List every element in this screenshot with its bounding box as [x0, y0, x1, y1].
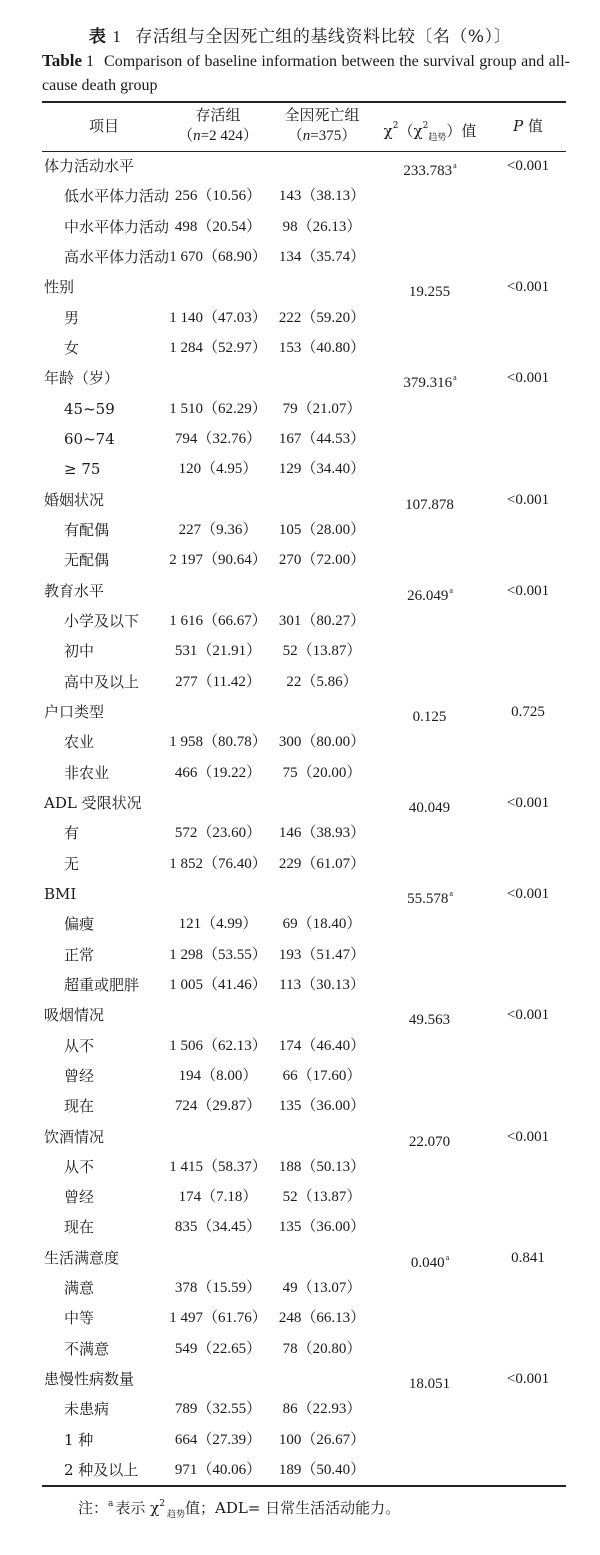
row-label: 从不 — [64, 1036, 95, 1055]
death-cell: 153（40.80） — [278, 339, 366, 356]
row-label: 满意 — [64, 1279, 95, 1298]
row-label: 小学及以下 — [64, 611, 140, 630]
death-cell: 49（13.07） — [282, 1280, 362, 1297]
row-label: 不满意 — [64, 1339, 110, 1358]
bottom-rule — [42, 1485, 566, 1487]
table-footnote — [78, 1491, 400, 1528]
header-chi-trend-sup: 2 — [422, 121, 429, 131]
death-cell: 66（17.60） — [282, 1067, 362, 1084]
death-cell: 52（13.87） — [282, 643, 362, 660]
note-chi-sup: 2 — [159, 1499, 165, 1509]
death-cell: 167（44.53） — [278, 430, 366, 447]
survival-cell: 121（4.99） — [178, 916, 258, 933]
p-value-cell: <0.001 — [506, 158, 550, 174]
table-row — [42, 1455, 566, 1485]
row-label: 初中 — [64, 642, 95, 661]
death-cell: 78（20.80） — [282, 1340, 362, 1357]
table-group-row — [42, 697, 566, 727]
death-cell: 143（38.13） — [278, 188, 366, 205]
row-label: 高水平体力活动 — [64, 247, 170, 266]
death-cell: 52（13.87） — [282, 1189, 362, 1206]
header-death-name: 全因死亡组 — [284, 106, 360, 124]
header-chi-suffix: ）值 — [446, 122, 477, 140]
header-item-label: 项目 — [88, 117, 119, 135]
table-row — [42, 727, 566, 757]
row-label: 现在 — [64, 1218, 95, 1237]
row-label: 偏瘦 — [64, 915, 95, 934]
row-label: 年龄（岁） — [44, 369, 120, 388]
death-cell: 134（35.74） — [278, 248, 366, 265]
row-label: 未患病 — [64, 1400, 110, 1419]
row-label: 患慢性病数量 — [44, 1370, 135, 1389]
header-survival-n-open: （ — [178, 128, 194, 144]
table-group-row — [42, 1243, 566, 1273]
trend-test-mark: a — [453, 161, 457, 170]
header-death-n-open: （ — [287, 128, 303, 144]
table-row — [42, 849, 566, 879]
death-cell: 86（22.93） — [282, 1401, 362, 1418]
header-death-n-var: n — [302, 128, 311, 144]
chi-square-value: 107.878 — [405, 496, 454, 513]
chi-square-value: 379.316 — [403, 375, 453, 392]
table-row — [42, 1152, 566, 1182]
table-row — [42, 636, 566, 666]
header-death-n — [270, 126, 374, 147]
table-row — [42, 758, 566, 788]
trend-test-mark: a — [449, 888, 453, 898]
note-prefix: 注： — [78, 1499, 109, 1517]
table-title-cn — [0, 22, 600, 47]
death-cell: 129（34.40） — [278, 461, 366, 478]
table-row — [42, 454, 566, 484]
chi-square-value: 0.125 — [412, 708, 447, 725]
death-cell: 69（18.40） — [282, 916, 362, 933]
row-label: 曾经 — [64, 1066, 95, 1085]
row-label: ADL 受限状况 — [44, 793, 142, 812]
survival-cell: 498（20.54） — [174, 218, 262, 235]
row-label: 2 种及以上 — [64, 1461, 139, 1480]
row-label: ≥ 75 — [64, 460, 101, 479]
table-row — [42, 1334, 566, 1364]
survival-cell: 174（7.18） — [178, 1189, 258, 1206]
row-label: 婚姻状况 — [44, 490, 105, 509]
survival-cell: 1 005（41.46） — [169, 976, 267, 993]
table-group-row — [42, 879, 566, 909]
header-survival-name: 存活组 — [195, 106, 241, 124]
table-row — [42, 212, 566, 242]
table-body — [42, 151, 566, 1485]
row-label: 45~59 — [64, 399, 115, 418]
chi-square-value: 55.578 — [407, 890, 449, 907]
row-label: 现在 — [64, 1097, 95, 1116]
survival-cell: 194（8.00） — [178, 1067, 258, 1084]
death-cell: 98（26.13） — [282, 218, 362, 235]
table-row — [42, 1212, 566, 1242]
row-label: 性别 — [44, 278, 75, 297]
row-label: 非农业 — [64, 763, 110, 782]
note-sup-mark: a — [108, 1499, 114, 1509]
chi-square-value: 0.040 — [410, 1254, 445, 1271]
row-label: 曾经 — [64, 1188, 95, 1207]
survival-cell: 789（32.55） — [174, 1401, 262, 1418]
row-label: 60~74 — [64, 429, 115, 448]
survival-cell: 1 140（47.03） — [169, 309, 267, 326]
row-label: 生活满意度 — [44, 1248, 120, 1267]
death-cell: 135（36.00） — [278, 1098, 366, 1115]
survival-cell: 1 415（58.37） — [169, 1158, 267, 1175]
header-chi-square — [370, 116, 490, 149]
top-rule — [42, 101, 566, 103]
row-label: 体力活动水平 — [44, 157, 135, 175]
table-group-row — [42, 151, 566, 181]
table-row — [42, 940, 566, 970]
survival-cell: 1 852（76.40） — [169, 855, 267, 872]
table-title-en — [42, 49, 570, 98]
p-value-cell: <0.001 — [506, 582, 550, 599]
table-group-row — [42, 1000, 566, 1030]
death-cell: 113（30.13） — [279, 976, 365, 993]
chi-square-value: 26.049 — [407, 587, 449, 604]
header-death-group — [270, 105, 374, 147]
trend-test-mark: a — [445, 1252, 450, 1262]
p-value-cell: <0.001 — [506, 370, 550, 387]
survival-cell: 1 510（62.29） — [169, 400, 267, 417]
header-p-suffix: 值 — [523, 117, 543, 135]
table-row — [42, 515, 566, 545]
survival-cell: 1 506（62.13） — [169, 1037, 267, 1054]
survival-cell: 531（21.91） — [174, 643, 262, 660]
survival-cell: 277（11.42） — [175, 673, 261, 690]
row-label: 农业 — [64, 733, 95, 752]
table-label-cn: 表 — [88, 27, 107, 47]
trend-test-mark: a — [453, 373, 457, 383]
death-cell: 79（21.07） — [282, 400, 362, 417]
table-row — [42, 242, 566, 272]
table-row — [42, 181, 566, 211]
table-row — [42, 667, 566, 697]
table-row — [42, 1061, 566, 1091]
chi-square-value: 40.049 — [408, 799, 451, 816]
p-value-cell: <0.001 — [506, 794, 550, 811]
row-label: 中等 — [64, 1309, 95, 1328]
table-group-row — [42, 1122, 566, 1152]
table-row — [42, 909, 566, 939]
chi-square-value: 49.563 — [408, 1012, 451, 1029]
table-label-en: Table — [42, 51, 83, 70]
row-label: 男 — [64, 308, 80, 327]
chi-square-value: 233.783 — [403, 163, 453, 179]
row-label: 低水平体力活动 — [64, 187, 170, 206]
header-chi-symbol: χ — [383, 122, 393, 140]
table-title-cn-text: 存活组与全因死亡组的基线资料比较〔名（%）〕 — [135, 27, 512, 47]
row-label: 饮酒情况 — [44, 1127, 105, 1146]
survival-cell: 724（29.87） — [174, 1098, 262, 1115]
survival-cell: 1 298（53.55） — [169, 946, 267, 963]
survival-cell: 1 284（52.97） — [169, 339, 267, 356]
header-survival-n-var: n — [193, 128, 201, 144]
row-label: 教育水平 — [44, 581, 105, 600]
table-group-row — [42, 272, 566, 302]
row-label: 无配偶 — [64, 551, 110, 570]
table-row — [42, 1303, 566, 1333]
row-label: 无 — [64, 854, 80, 873]
table-row — [42, 1273, 566, 1303]
survival-cell: 971（40.06） — [174, 1462, 262, 1479]
survival-cell: 256（10.56） — [174, 188, 262, 205]
death-cell: 100（26.67） — [278, 1431, 366, 1448]
row-label: 1 种 — [64, 1430, 94, 1449]
survival-cell: 794（32.76） — [174, 430, 262, 447]
survival-cell: 2 197（90.64） — [169, 552, 267, 569]
table-group-row — [42, 1364, 566, 1394]
table-row — [42, 1394, 566, 1424]
table-number-cn: 1 — [112, 27, 122, 46]
death-cell: 174（46.40） — [278, 1037, 366, 1054]
note-text-1: 表示 χ — [115, 1499, 160, 1517]
row-label: 户口类型 — [44, 702, 105, 721]
survival-cell: 549（22.65） — [174, 1340, 262, 1357]
survival-cell: 227（9.36） — [178, 521, 258, 538]
table-group-row — [42, 363, 566, 393]
death-cell: 146（38.93） — [278, 825, 366, 842]
table-row — [42, 1182, 566, 1212]
note-text-2: 值；ADL= 日常生活活动能力。 — [185, 1499, 401, 1517]
row-label: 正常 — [64, 945, 95, 964]
table-group-row — [42, 788, 566, 818]
table-row — [42, 970, 566, 1000]
survival-cell: 120（4.95） — [178, 461, 258, 478]
header-chi-trend-sub: 趋势 — [428, 133, 447, 143]
survival-cell: 378（15.59） — [174, 1280, 262, 1297]
p-value-cell: 0.725 — [511, 703, 545, 720]
death-cell: 188（50.13） — [278, 1158, 366, 1175]
header-death-n-value: =375） — [310, 128, 357, 144]
header-chi-trend-symbol: （χ — [398, 122, 423, 140]
survival-cell: 1 670（68.90） — [169, 248, 267, 265]
chi-square-value: 19.255 — [408, 284, 451, 301]
table-group-row — [42, 485, 566, 515]
row-label: 女 — [64, 338, 80, 357]
survival-cell: 466（19.22） — [174, 764, 262, 781]
death-cell: 22（5.86） — [286, 673, 358, 690]
death-cell: 248（66.13） — [278, 1310, 366, 1327]
table-row — [42, 1425, 566, 1455]
row-label: 从不 — [64, 1157, 95, 1176]
table-row — [42, 394, 566, 424]
header-survival-n-value: =2 424） — [200, 128, 258, 144]
table-row — [42, 818, 566, 848]
header-chi-sup: 2 — [392, 121, 399, 131]
death-cell: 301（80.27） — [278, 612, 366, 629]
survival-cell: 572（23.60） — [174, 825, 262, 842]
table-row — [42, 333, 566, 363]
death-cell: 300（80.00） — [278, 734, 366, 751]
table-row — [42, 1091, 566, 1121]
death-cell: 229（61.07） — [278, 855, 366, 872]
header-p-var: P — [513, 117, 524, 135]
row-label: 有配偶 — [64, 520, 110, 539]
row-label: BMI — [44, 884, 77, 903]
survival-cell: 1 958（80.78） — [169, 734, 267, 751]
p-value-cell: <0.001 — [506, 279, 550, 296]
chi-square-value: 22.070 — [408, 1133, 451, 1150]
death-cell: 193（51.47） — [278, 946, 366, 963]
row-label: 吸烟情况 — [44, 1006, 105, 1025]
death-cell: 75（20.00） — [282, 764, 362, 781]
header-survival-group — [166, 105, 270, 147]
death-cell: 135（36.00） — [278, 1219, 366, 1236]
p-value-cell: <0.001 — [506, 491, 550, 508]
table-number-en: 1 — [86, 53, 95, 70]
trend-test-mark: a — [449, 585, 453, 595]
chi-square-value: 18.051 — [408, 1376, 451, 1393]
table-row — [42, 606, 566, 636]
table-group-row — [42, 576, 566, 606]
survival-cell: 1 616（66.67） — [169, 612, 267, 629]
p-value-cell: <0.001 — [506, 1128, 550, 1145]
death-cell: 270（72.00） — [278, 552, 366, 569]
row-label: 高中及以上 — [64, 672, 140, 691]
row-label: 中水平体力活动 — [64, 217, 170, 236]
p-value-cell: <0.001 — [506, 1371, 550, 1388]
table-row — [42, 545, 566, 575]
survival-cell: 1 497（61.76） — [169, 1310, 267, 1327]
survival-cell: 835（34.45） — [174, 1219, 262, 1236]
note-chi-sub: 趋势 — [166, 1510, 185, 1520]
death-cell: 222（59.20） — [278, 309, 366, 326]
header-item — [42, 116, 166, 137]
header-p-value — [490, 116, 566, 137]
death-cell: 189（50.40） — [278, 1462, 366, 1479]
p-value-cell: <0.001 — [506, 1007, 550, 1024]
p-value-cell: 0.841 — [511, 1249, 545, 1266]
table-title-en-text: Comparison of baseline information between the survival group and all-cause death group — [42, 53, 570, 94]
table-row — [42, 1031, 566, 1061]
row-label: 超重或肥胖 — [64, 975, 140, 994]
header-survival-n — [166, 126, 270, 147]
table-row — [42, 424, 566, 454]
row-label: 有 — [64, 824, 80, 843]
p-value-cell: <0.001 — [506, 885, 550, 902]
table-row — [42, 303, 566, 333]
death-cell: 105（28.00） — [278, 521, 366, 538]
survival-cell: 664（27.39） — [174, 1431, 262, 1448]
